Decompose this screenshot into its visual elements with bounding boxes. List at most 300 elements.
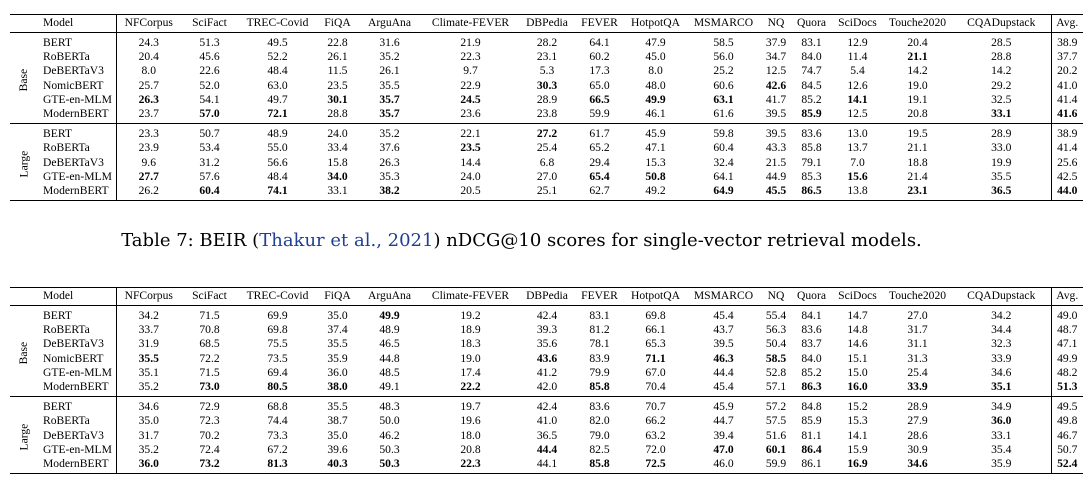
table-row [10, 429, 1083, 443]
score-cell: 51.3 [199, 36, 220, 49]
score-cell: 73.3 [267, 428, 288, 442]
score-cell: 28.5 [991, 36, 1012, 49]
score-cell: 30.1 [327, 92, 348, 106]
score-cell: 19.0 [460, 351, 481, 365]
table-row [10, 64, 1083, 78]
score-cell: 26.1 [327, 50, 348, 64]
score-cell: 45.5 [761, 184, 791, 201]
model-name: DeBERTaV3 [39, 337, 116, 351]
score-cell: 23.1 [536, 50, 558, 64]
score-cell: 84.0 [801, 50, 822, 64]
score-cell: 32.5 [991, 92, 1012, 106]
score-cell: 14.1 [847, 92, 868, 106]
table-row [10, 306, 1083, 324]
model-name: BERT [39, 124, 116, 142]
model-name: ModernBERT [39, 107, 116, 124]
score-cell: 14.6 [847, 337, 868, 351]
score-cell: 60.2 [589, 50, 610, 64]
score-cell: 15.1 [847, 351, 868, 365]
score-cell: 40.3 [317, 457, 358, 474]
score-cell: 39.5 [761, 107, 791, 124]
model-name: DeBERTaV3 [39, 429, 116, 443]
score-cell: 27.9 [907, 414, 928, 428]
table-row [10, 323, 1083, 337]
table-row [10, 124, 1083, 142]
score-cell: 41.4 [1051, 141, 1083, 155]
score-cell: 83.9 [589, 351, 610, 365]
model-name: GTE-en-MLM [39, 93, 116, 107]
score-cell: 49.8 [1051, 414, 1083, 428]
score-cell: 58.5 [713, 36, 734, 49]
score-cell: 37.7 [1051, 50, 1083, 64]
score-cell: 59.9 [761, 457, 791, 474]
group-label-cell [10, 306, 39, 397]
table-row [10, 184, 1083, 201]
score-cell: 83.6 [801, 323, 822, 337]
score-cell: 85.2 [801, 365, 822, 379]
score-cell: 72.1 [238, 107, 317, 124]
table-row [10, 380, 1083, 397]
score-cell: 44.9 [765, 169, 787, 183]
score-cell: 69.8 [645, 309, 666, 322]
beir-results-table-2 [0, 287, 1079, 474]
table-row [10, 443, 1083, 457]
table-row [10, 79, 1083, 93]
score-cell: 34.6 [883, 457, 952, 474]
score-cell: 83.6 [801, 127, 822, 141]
group-large [10, 124, 1083, 201]
score-cell: 33.1 [317, 184, 358, 201]
score-cell: 15.8 [327, 155, 348, 169]
score-cell: 18.8 [907, 155, 928, 169]
column-header-scifact: SciFact [181, 288, 238, 306]
score-cell: 74.4 [267, 414, 288, 428]
score-cell: 34.0 [327, 169, 348, 183]
score-cell: 72.2 [199, 351, 220, 365]
score-cell: 31.2 [199, 155, 220, 169]
score-cell: 15.3 [847, 414, 868, 428]
score-cell: 28.9 [536, 92, 558, 106]
group-large [10, 397, 1083, 474]
score-cell: 28.2 [536, 36, 558, 49]
score-cell: 37.4 [327, 323, 348, 337]
score-cell: 29.2 [991, 78, 1012, 92]
score-cell: 45.4 [686, 380, 761, 397]
score-cell: 19.9 [991, 155, 1012, 169]
column-header-msmarco: MSMARCO [686, 15, 761, 33]
score-cell: 15.3 [645, 155, 666, 169]
score-cell: 49.2 [625, 184, 686, 201]
score-cell: 16.9 [832, 457, 883, 474]
score-cell: 35.2 [379, 50, 400, 64]
score-cell: 47.9 [645, 36, 666, 49]
score-cell: 65.4 [589, 169, 610, 183]
score-cell: 22.3 [460, 50, 481, 64]
score-cell: 27.7 [138, 169, 159, 183]
column-header-climate-fever: Climate-FEVER [421, 15, 520, 33]
score-cell: 57.1 [761, 380, 791, 397]
score-cell: 43.3 [765, 141, 787, 155]
score-cell: 63.2 [645, 428, 666, 442]
score-cell: 7.0 [850, 155, 865, 169]
score-cell: 20.4 [138, 50, 159, 64]
table-row [10, 170, 1083, 184]
score-cell: 46.2 [379, 428, 400, 442]
score-cell: 75.5 [267, 337, 288, 351]
score-cell: 25.7 [138, 78, 159, 92]
score-cell: 25.6 [1051, 156, 1083, 170]
score-cell: 33.4 [327, 141, 348, 155]
score-cell: 39.3 [536, 323, 558, 337]
score-cell: 65.2 [589, 141, 610, 155]
score-cell: 86.4 [801, 442, 822, 456]
score-cell: 34.2 [138, 309, 159, 322]
score-cell: 35.5 [327, 400, 348, 414]
score-cell: 70.7 [645, 400, 666, 414]
score-cell: 50.7 [199, 127, 220, 141]
score-cell: 5.3 [539, 64, 555, 78]
score-cell: 39.6 [327, 442, 348, 456]
score-cell: 37.9 [765, 36, 787, 49]
column-header-trec-covid: TREC-Covid [238, 15, 317, 33]
score-cell: 25.4 [536, 141, 558, 155]
column-header-hotpotqa: HotpotQA [625, 288, 686, 306]
score-cell: 5.4 [850, 64, 865, 78]
score-cell: 27.0 [907, 309, 928, 322]
score-cell: 35.7 [379, 92, 400, 106]
score-cell: 79.0 [589, 428, 610, 442]
score-cell: 38.0 [317, 380, 358, 397]
score-cell: 33.1 [991, 428, 1012, 442]
score-cell: 36.5 [536, 428, 558, 442]
score-cell: 72.9 [199, 400, 220, 414]
score-cell: 78.1 [589, 337, 610, 351]
model-name: BERT [39, 397, 116, 415]
column-header-quora: Quora [791, 15, 832, 33]
score-cell: 41.0 [536, 414, 558, 428]
score-cell: 46.7 [1051, 429, 1083, 443]
score-cell: 19.2 [460, 309, 481, 322]
header-corner [10, 15, 39, 33]
score-cell: 41.4 [1051, 93, 1083, 107]
score-cell: 35.3 [379, 169, 400, 183]
score-cell: 23.9 [138, 141, 159, 155]
score-cell: 58.5 [765, 351, 787, 365]
score-cell: 54.1 [199, 92, 220, 106]
score-cell: 25.2 [713, 64, 734, 78]
score-cell: 12.5 [832, 107, 883, 124]
score-cell: 63.1 [713, 92, 734, 106]
score-cell: 26.3 [138, 92, 159, 106]
score-cell: 49.1 [358, 380, 421, 397]
score-cell: 15.0 [847, 365, 868, 379]
score-cell: 22.2 [421, 380, 520, 397]
model-name: BERT [39, 33, 116, 51]
beir-results-table-1 [0, 14, 1079, 201]
group-label: Base [17, 341, 31, 364]
score-cell: 74.1 [238, 184, 317, 201]
model-name: RoBERTa [39, 50, 116, 64]
score-cell: 70.8 [199, 323, 220, 337]
score-cell: 83.1 [801, 36, 822, 49]
score-cell: 59.8 [713, 127, 734, 141]
score-cell: 18.0 [460, 428, 481, 442]
score-cell: 50.4 [765, 337, 787, 351]
score-cell: 36.0 [991, 414, 1012, 428]
score-cell: 86.3 [791, 380, 832, 397]
score-cell: 85.9 [791, 107, 832, 124]
score-cell: 35.0 [138, 414, 159, 428]
column-header-fever: FEVER [574, 15, 625, 33]
score-cell: 48.2 [1051, 366, 1083, 380]
score-cell: 28.9 [991, 127, 1012, 141]
table-row [10, 141, 1083, 155]
score-cell: 69.8 [267, 323, 288, 337]
model-name: RoBERTa [39, 414, 116, 428]
column-header-avg: Avg. [1051, 288, 1083, 306]
score-cell: 14.4 [460, 155, 481, 169]
column-header-scidocs: SciDocs [832, 15, 883, 33]
score-cell: 49.7 [267, 92, 288, 106]
score-cell: 55.4 [765, 309, 787, 322]
score-cell: 63.0 [267, 78, 288, 92]
score-cell: 30.3 [536, 78, 558, 92]
score-cell: 23.8 [520, 107, 574, 124]
score-cell: 70.4 [625, 380, 686, 397]
score-cell: 12.6 [847, 78, 868, 92]
table-row [10, 337, 1083, 351]
score-cell: 70.2 [199, 428, 220, 442]
score-cell: 23.3 [138, 127, 159, 141]
score-cell: 42.4 [536, 400, 558, 414]
score-cell: 46.0 [686, 457, 761, 474]
score-cell: 35.9 [952, 457, 1051, 474]
model-name: DeBERTaV3 [39, 156, 116, 170]
score-cell: 46.1 [625, 107, 686, 124]
score-cell: 19.1 [907, 92, 928, 106]
score-cell: 36.0 [327, 365, 348, 379]
score-cell: 35.2 [138, 442, 159, 456]
score-cell: 13.0 [847, 127, 868, 141]
column-header-fiqa: FiQA [317, 15, 358, 33]
score-cell: 49.9 [379, 309, 400, 322]
model-name: NomicBERT [39, 352, 116, 366]
header-corner [10, 288, 39, 306]
score-cell: 66.1 [645, 323, 666, 337]
score-cell: 15.6 [847, 169, 868, 183]
score-cell: 20.4 [907, 36, 928, 49]
caption-suffix: ) nDCG@10 scores for single-vector retrieval models. [433, 230, 922, 251]
score-cell: 36.0 [116, 457, 181, 474]
score-cell: 26.1 [379, 64, 400, 78]
score-cell: 57.2 [765, 400, 787, 414]
score-cell: 35.2 [116, 380, 181, 397]
score-cell: 34.4 [991, 323, 1012, 337]
model-name: ModernBERT [39, 184, 116, 201]
score-cell: 79.9 [589, 365, 610, 379]
score-cell: 48.4 [267, 169, 288, 183]
score-cell: 43.7 [713, 323, 734, 337]
score-cell: 86.1 [791, 457, 832, 474]
column-header-quora: Quora [791, 288, 832, 306]
score-cell: 84.5 [801, 78, 822, 92]
score-cell: 73.2 [181, 457, 238, 474]
model-name: GTE-en-MLM [39, 443, 116, 457]
score-cell: 48.3 [379, 400, 400, 414]
score-cell: 50.3 [379, 442, 400, 456]
score-cell: 52.8 [765, 365, 787, 379]
model-name: NomicBERT [39, 79, 116, 93]
column-header-arguana: ArguAna [358, 15, 421, 33]
column-header-avg: Avg. [1051, 15, 1083, 33]
score-cell: 48.9 [379, 323, 400, 337]
column-header-climate-fever: Climate-FEVER [421, 288, 520, 306]
score-cell: 8.0 [141, 64, 156, 78]
score-cell: 18.9 [460, 323, 481, 337]
score-cell: 74.7 [801, 64, 822, 78]
score-cell: 24.3 [138, 36, 159, 49]
score-cell: 43.6 [536, 351, 558, 365]
column-header-touche2020: Touche2020 [883, 15, 952, 33]
score-cell: 65.0 [589, 78, 610, 92]
score-cell: 83.7 [801, 337, 822, 351]
score-cell: 39.5 [765, 127, 787, 141]
score-cell: 57.6 [199, 169, 220, 183]
score-cell: 9.7 [463, 64, 478, 78]
score-cell: 23.5 [327, 78, 348, 92]
score-cell: 73.0 [181, 380, 238, 397]
score-cell: 68.8 [267, 400, 288, 414]
score-cell: 48.9 [267, 127, 288, 141]
score-cell: 31.9 [138, 337, 159, 351]
table-row [10, 50, 1083, 64]
score-cell: 52.4 [1051, 457, 1083, 474]
score-cell: 19.6 [460, 414, 481, 428]
results-table [10, 14, 1083, 201]
score-cell: 35.4 [991, 442, 1012, 456]
group-base [10, 306, 1083, 397]
score-cell: 81.2 [589, 323, 610, 337]
score-cell: 64.1 [589, 36, 610, 49]
score-cell: 85.8 [801, 141, 822, 155]
score-cell: 71.5 [199, 309, 220, 322]
header-row [10, 15, 1083, 33]
score-cell: 59.9 [574, 107, 625, 124]
score-cell: 35.0 [327, 428, 348, 442]
score-cell: 35.5 [138, 351, 159, 365]
model-name: RoBERTa [39, 323, 116, 337]
model-name: ModernBERT [39, 380, 116, 397]
model-name: GTE-en-MLM [39, 170, 116, 184]
score-cell: 31.3 [907, 351, 928, 365]
score-cell: 68.5 [199, 337, 220, 351]
score-cell: 82.0 [589, 414, 610, 428]
score-cell: 48.0 [645, 78, 666, 92]
score-cell: 25.1 [520, 184, 574, 201]
score-cell: 20.8 [883, 107, 952, 124]
score-cell: 29.4 [589, 155, 610, 169]
model-name: BERT [39, 306, 116, 324]
score-cell: 31.6 [379, 36, 400, 49]
score-cell: 42.6 [765, 78, 787, 92]
score-cell: 38.9 [1051, 33, 1083, 51]
score-cell: 35.5 [379, 78, 400, 92]
score-cell: 15.9 [847, 442, 868, 456]
score-cell: 44.4 [713, 365, 734, 379]
score-cell: 65.3 [645, 337, 666, 351]
score-cell: 14.7 [847, 309, 868, 322]
score-cell: 21.4 [907, 169, 928, 183]
score-cell: 48.5 [379, 365, 400, 379]
model-name: DeBERTaV3 [39, 64, 116, 78]
score-cell: 23.7 [116, 107, 181, 124]
score-cell: 34.6 [138, 400, 159, 414]
score-cell: 21.5 [765, 155, 787, 169]
score-cell: 17.3 [589, 64, 610, 78]
score-cell: 41.2 [536, 365, 558, 379]
score-cell: 33.0 [991, 141, 1012, 155]
score-cell: 37.6 [379, 141, 400, 155]
score-cell: 31.7 [138, 428, 159, 442]
score-cell: 72.3 [199, 414, 220, 428]
score-cell: 44.7 [713, 414, 734, 428]
score-cell: 30.9 [907, 442, 928, 456]
score-cell: 50.7 [1051, 443, 1083, 457]
score-cell: 80.5 [238, 380, 317, 397]
column-header-nfcorpus: NFCorpus [116, 288, 181, 306]
score-cell: 62.7 [574, 184, 625, 201]
score-cell: 60.4 [181, 184, 238, 201]
score-cell: 24.0 [460, 169, 481, 183]
score-cell: 28.8 [991, 50, 1012, 64]
score-cell: 42.4 [536, 309, 558, 322]
group-label: Large [17, 150, 31, 178]
score-cell: 11.5 [327, 64, 348, 78]
score-cell: 71.5 [199, 365, 220, 379]
caption-citation-link[interactable]: Thakur et al., 2021 [259, 230, 434, 251]
score-cell: 14.8 [847, 323, 868, 337]
score-cell: 14.2 [991, 64, 1012, 78]
score-cell: 47.0 [713, 442, 734, 456]
score-cell: 85.8 [574, 380, 625, 397]
table-caption [0, 230, 1043, 251]
table-row [10, 414, 1083, 428]
score-cell: 46.3 [713, 351, 734, 365]
score-cell: 8.0 [648, 64, 663, 78]
group-label: Base [17, 68, 31, 91]
score-cell: 47.1 [1051, 337, 1083, 351]
score-cell: 34.2 [991, 309, 1012, 322]
score-cell: 86.5 [791, 184, 832, 201]
score-cell: 32.4 [713, 155, 734, 169]
score-cell: 69.4 [267, 365, 288, 379]
score-cell: 35.9 [327, 351, 348, 365]
model-name: GTE-en-MLM [39, 366, 116, 380]
score-cell: 60.4 [713, 141, 734, 155]
score-cell: 36.5 [952, 184, 1051, 201]
score-cell: 35.7 [358, 107, 421, 124]
score-cell: 15.2 [847, 400, 868, 414]
score-cell: 81.3 [238, 457, 317, 474]
score-cell: 60.6 [713, 78, 734, 92]
column-header-cqadupstack: CQADupstack [952, 288, 1051, 306]
score-cell: 31.1 [907, 337, 928, 351]
score-cell: 39.4 [713, 428, 734, 442]
score-cell: 11.4 [847, 50, 868, 64]
score-cell: 56.3 [765, 323, 787, 337]
score-cell: 49.0 [1051, 306, 1083, 324]
score-cell: 45.0 [645, 50, 666, 64]
